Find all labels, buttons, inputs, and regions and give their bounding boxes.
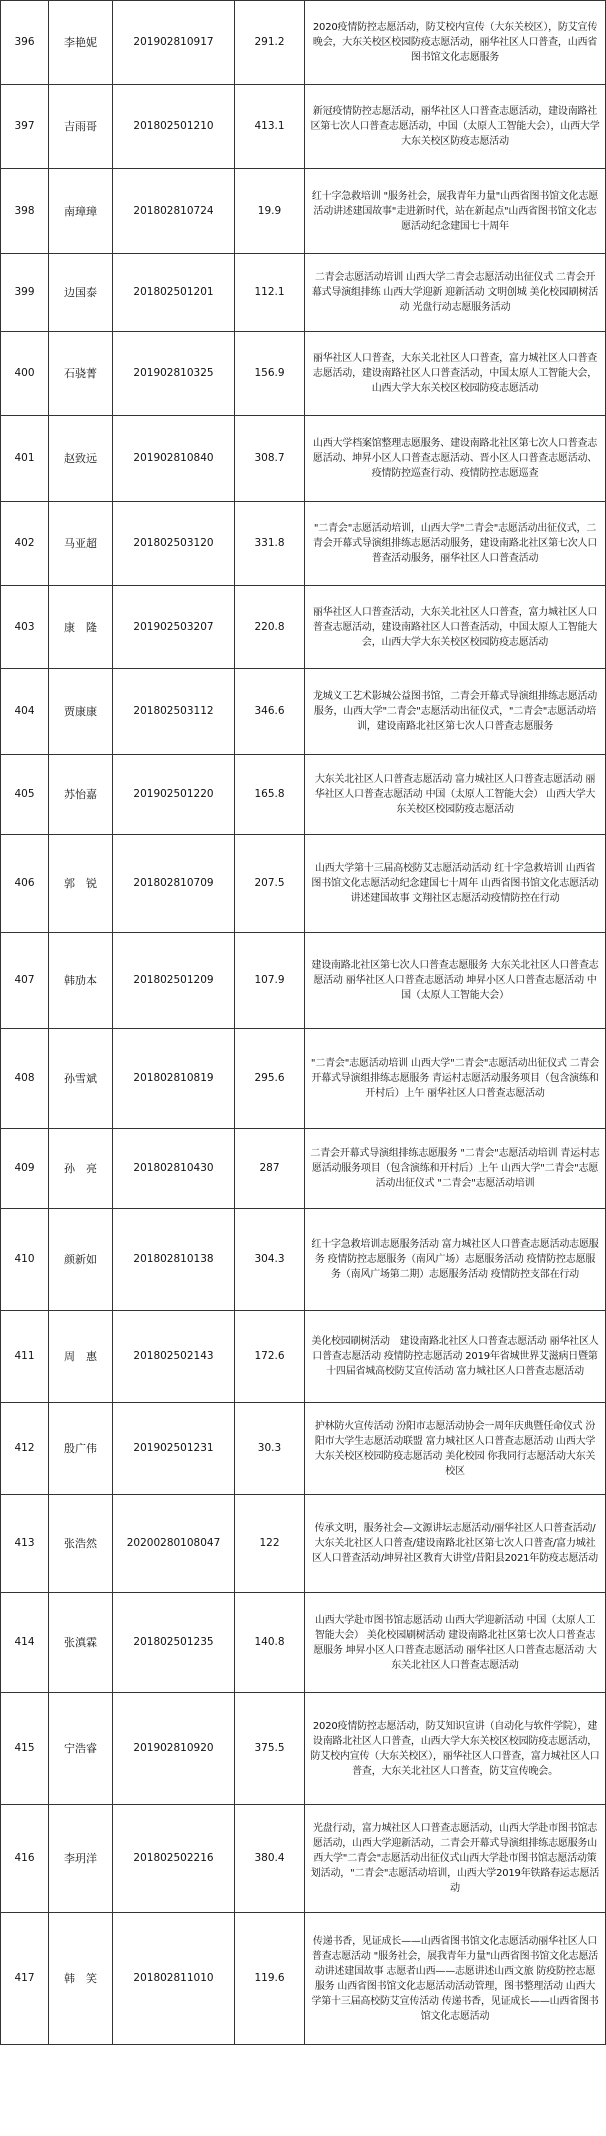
activity-list: 新冠疫情防控志愿活动，丽华社区人口普查志愿活动，建设南路社区第七次人口普查志愿活动，中国（太原人工智能大会），山西大学大东关校区防疫志愿活动 <box>305 85 606 169</box>
table-row <box>1 1693 606 1805</box>
row-number: 404 <box>1 669 49 755</box>
service-hours: 119.6 <box>235 1913 305 2045</box>
table-row <box>1 835 606 933</box>
service-hours: 291.2 <box>235 1 305 85</box>
student-id: 201902810920 <box>113 1693 235 1805</box>
student-id: 201802810724 <box>113 169 235 254</box>
volunteer-name: 李艳妮 <box>49 1 113 85</box>
table-row <box>1 1495 606 1593</box>
student-id: 201902503207 <box>113 586 235 669</box>
table-row <box>1 1805 606 1913</box>
row-number: 415 <box>1 1693 49 1805</box>
activity-list: 红十字急救培训志愿服务活动 富力城社区人口普查志愿活动志愿服务 疫情防控志愿服务（南风广场）志愿服务活动 疫情防控志愿服务（南风广场第二期）志愿服务活动 疫情防控支部在行动 <box>305 1209 606 1311</box>
volunteer-name: 张浩然 <box>49 1495 113 1593</box>
service-hours: 107.9 <box>235 933 305 1029</box>
volunteer-name: 孙 亮 <box>49 1129 113 1209</box>
table-row <box>1 1403 606 1495</box>
volunteer-name: 康 隆 <box>49 586 113 669</box>
row-number: 410 <box>1 1209 49 1311</box>
activity-list: 2020疫情防控志愿活动，防艾知识宣讲（自动化与软件学院），建设南路北社区人口普查，山西大学大东关校区校园防疫志愿活动，防艾校内宣传（大东关校区），丽华社区人口普查，富力城社区人口普查，大东关北社区人口普查，防艾宣传晚会。 <box>305 1693 606 1805</box>
row-number: 406 <box>1 835 49 933</box>
activity-list: 龙城义工艺术影城公益图书馆，二青会开幕式导演组排练志愿活动服务，山西大学"二青会"志愿活动出征仪式，"二青会"志愿活动培训，建设南路北社区第七次人口普查志愿服务 <box>305 669 606 755</box>
activity-list: 二青会开幕式导演组排练志愿服务 "二青会"志愿活动培训 青运村志愿活动服务项目（包含演练和开村后）上午 山西大学"二青会"志愿活动出征仪式 "二青会"志愿活动培训 <box>305 1129 606 1209</box>
activity-list: 传承文明，服务社会—文源讲坛志愿活动/丽华社区人口普查活动/大东关北社区人口普查/建设南路北社区第七次人口普查/富力城社区人口普查活动/坤昇社区教育大讲堂/昔阳县2021年防疫志愿活动 <box>305 1495 606 1593</box>
row-number: 412 <box>1 1403 49 1495</box>
student-id: 201802501235 <box>113 1593 235 1693</box>
activity-list: 传递书香，见证成长——山西省图书馆文化志愿活动丽华社区人口普查志愿活动 "服务社会，展我青年力量"山西省图书馆文化志愿活动讲述建国故事 志愿者山西——志愿讲述山西文旅 防疫防控志愿服务 山西省图书馆文化志愿活动活动管理，图书整理活动 山西大学第十三届高校防艾宣传活动 传递书香，见证成长——山西省图书馆文化志愿活动 <box>305 1913 606 2045</box>
table-row <box>1 254 606 332</box>
table-row <box>1 1209 606 1311</box>
volunteer-name: 赵致远 <box>49 416 113 502</box>
row-number: 413 <box>1 1495 49 1593</box>
activity-list: 光盘行动，富力城社区人口普查志愿活动，山西大学赴市图书馆志愿活动，山西大学迎新活动，二青会开幕式导演组排练志愿服务山西大学"二青会"志愿活动出征仪式山西大学赴市图书馆志愿活动策划活动，"二青会"志愿活动培训，山西大学2019年铁路春运志愿活动 <box>305 1805 606 1913</box>
volunteer-name: 吉雨哥 <box>49 85 113 169</box>
row-number: 405 <box>1 755 49 835</box>
student-id: 201902501220 <box>113 755 235 835</box>
row-number: 417 <box>1 1913 49 2045</box>
row-number: 416 <box>1 1805 49 1913</box>
service-hours: 346.6 <box>235 669 305 755</box>
service-hours: 112.1 <box>235 254 305 332</box>
service-hours: 156.9 <box>235 332 305 416</box>
volunteer-name: 郭 锐 <box>49 835 113 933</box>
activity-list: 山西大学赴市图书馆志愿活动 山西大学迎新活动 中国（太原人工智能大会） 美化校园刷树活动 建设南路北社区第七次人口普查志愿服务 坤昇小区人口普查志愿活动 丽华社区人口普查志愿活动 大东关北社区人口普查志愿活动 <box>305 1593 606 1693</box>
table-row <box>1 586 606 669</box>
student-id: 201802811010 <box>113 1913 235 2045</box>
service-hours: 380.4 <box>235 1805 305 1913</box>
student-id: 201802501210 <box>113 85 235 169</box>
student-id: 201902810325 <box>113 332 235 416</box>
row-number: 403 <box>1 586 49 669</box>
service-hours: 304.3 <box>235 1209 305 1311</box>
table-row <box>1 669 606 755</box>
table-row <box>1 1129 606 1209</box>
activity-list: 二青会志愿活动培训 山西大学二青会志愿活动出征仪式 二青会开幕式导演组排练 山西大学迎新 迎新活动 文明创城 美化校园刷树活动 光盘行动志愿服务活动 <box>305 254 606 332</box>
student-id: 201902810917 <box>113 1 235 85</box>
volunteer-name: 边国泰 <box>49 254 113 332</box>
table-row <box>1 933 606 1029</box>
activity-list: 大东关北社区人口普查志愿活动 富力城社区人口普查志愿活动 丽华社区人口普查志愿活动 中国（太原人工智能大会） 山西大学大东关校区校园防疫志愿活动 <box>305 755 606 835</box>
service-hours: 308.7 <box>235 416 305 502</box>
service-hours: 375.5 <box>235 1693 305 1805</box>
student-id: 201802501201 <box>113 254 235 332</box>
table-row <box>1 502 606 586</box>
volunteer-name: 李玥洋 <box>49 1805 113 1913</box>
table-row <box>1 169 606 254</box>
row-number: 401 <box>1 416 49 502</box>
service-hours: 220.8 <box>235 586 305 669</box>
row-number: 398 <box>1 169 49 254</box>
service-hours: 140.8 <box>235 1593 305 1693</box>
student-id: 20200280108047 <box>113 1495 235 1593</box>
student-id: 201802503120 <box>113 502 235 586</box>
student-id: 201802810138 <box>113 1209 235 1311</box>
activity-list: 山西大学档案馆整理志愿服务、建设南路北社区第七次人口普查志愿活动、坤昇小区人口普查志愿活动、晋小区人口普查志愿活动、疫情防控巡查行动、疫情防控志愿巡查 <box>305 416 606 502</box>
service-hours: 165.8 <box>235 755 305 835</box>
volunteer-name: 张滇霖 <box>49 1593 113 1693</box>
volunteer-name: 颜新如 <box>49 1209 113 1311</box>
student-id: 201902501231 <box>113 1403 235 1495</box>
activity-list: 丽华社区人口普查，大东关北社区人口普查，富力城社区人口普查志愿活动，建设南路社区人口普查活动，中国太原人工智能大会，山西大学大东关校区校园防疫志愿活动 <box>305 332 606 416</box>
activity-list: 2020疫情防控志愿活动，防艾校内宣传（大东关校区），防艾宣传晚会，大东关校区校园防疫志愿活动，丽华社区人口普查，山西省图书馆文化志愿服务 <box>305 1 606 85</box>
row-number: 400 <box>1 332 49 416</box>
student-id: 201802501209 <box>113 933 235 1029</box>
row-number: 414 <box>1 1593 49 1693</box>
volunteer-name: 贾康康 <box>49 669 113 755</box>
row-number: 409 <box>1 1129 49 1209</box>
volunteer-name: 南璋璋 <box>49 169 113 254</box>
volunteer-name: 石骁菁 <box>49 332 113 416</box>
service-hours: 287 <box>235 1129 305 1209</box>
table-row <box>1 755 606 835</box>
volunteer-name: 韩劢本 <box>49 933 113 1029</box>
student-id: 201802810430 <box>113 1129 235 1209</box>
service-hours: 30.3 <box>235 1403 305 1495</box>
table-row <box>1 1593 606 1693</box>
row-number: 411 <box>1 1311 49 1403</box>
student-id: 201802502216 <box>113 1805 235 1913</box>
volunteer-name: 马亚超 <box>49 502 113 586</box>
volunteer-name: 苏怡嘉 <box>49 755 113 835</box>
row-number: 397 <box>1 85 49 169</box>
activity-list: 美化校园刷树活动 建设南路北社区人口普查志愿活动 丽华社区人口普查志愿活动 疫情防控志愿活动 2019年省城世界艾滋病日暨第十四届省城高校防艾宣传活动 富力城社区人口普查志愿活动 <box>305 1311 606 1403</box>
student-id: 201802810819 <box>113 1029 235 1129</box>
table-row <box>1 1311 606 1403</box>
activity-list: "二青会"志愿活动培训，山西大学"二青会"志愿活动出征仪式，二青会开幕式导演组排练志愿活动服务，建设南路北社区第七次人口普查活动服务，丽华社区人口普查活动 <box>305 502 606 586</box>
service-hours: 295.6 <box>235 1029 305 1129</box>
table-row <box>1 1029 606 1129</box>
volunteer-name: 周 惠 <box>49 1311 113 1403</box>
volunteer-name: 孙雪斌 <box>49 1029 113 1129</box>
row-number: 402 <box>1 502 49 586</box>
service-hours: 122 <box>235 1495 305 1593</box>
row-number: 399 <box>1 254 49 332</box>
table-row <box>1 1913 606 2045</box>
service-hours: 207.5 <box>235 835 305 933</box>
row-number: 408 <box>1 1029 49 1129</box>
activity-list: 山西大学第十三届高校防艾志愿活动活动 红十字急救培训 山西省图书馆文化志愿活动纪念建国七十周年 山西省图书馆文化志愿活动讲述建国故事 文翔社区志愿活动疫情防控在行动 <box>305 835 606 933</box>
volunteer-name: 殷广伟 <box>49 1403 113 1495</box>
activity-list: 丽华社区人口普查活动，大东关北社区人口普查，富力城社区人口普查志愿活动，建设南路社区人口普查活动，中国太原人工智能大会，山西大学大东关校区校园防疫志愿活动 <box>305 586 606 669</box>
service-hours: 172.6 <box>235 1311 305 1403</box>
row-number: 396 <box>1 1 49 85</box>
activity-list: 建设南路北社区第七次人口普查志愿服务 大东关北社区人口普查志愿活动 丽华社区人口普查志愿活动 坤昇小区人口普查志愿活动 中国（太原人工智能大会） <box>305 933 606 1029</box>
service-hours: 413.1 <box>235 85 305 169</box>
student-id: 201802503112 <box>113 669 235 755</box>
row-number: 407 <box>1 933 49 1029</box>
volunteer-name: 宁浩睿 <box>49 1693 113 1805</box>
student-id: 201802502143 <box>113 1311 235 1403</box>
activity-list: "二青会"志愿活动培训 山西大学"二青会"志愿活动出征仪式 二青会开幕式导演组排练志愿服务 青运村志愿活动服务项目（包含演练和开村后）上午 丽华社区人口普查志愿活动 <box>305 1029 606 1129</box>
table-row <box>1 1 606 85</box>
table-row <box>1 416 606 502</box>
student-id: 201802810709 <box>113 835 235 933</box>
service-hours: 331.8 <box>235 502 305 586</box>
activity-list: 红十字急救培训 "服务社会，展我青年力量"山西省图书馆文化志愿活动讲述建国故事"走进新时代，站在新起点"山西省图书馆文化志愿活动纪念建国七十周年 <box>305 169 606 254</box>
activity-list: 护林防火宣传活动 汾阳市志愿活动协会一周年庆典暨任命仪式 汾阳市大学生志愿活动联盟 富力城社区人口普查志愿活动 山西大学大东关校区校园防疫志愿活动 美化校园 你我同行志愿活动大东关校区 <box>305 1403 606 1495</box>
service-hours: 19.9 <box>235 169 305 254</box>
table-row <box>1 332 606 416</box>
table-row <box>1 85 606 169</box>
student-id: 201902810840 <box>113 416 235 502</box>
volunteer-name: 韩 笑 <box>49 1913 113 2045</box>
